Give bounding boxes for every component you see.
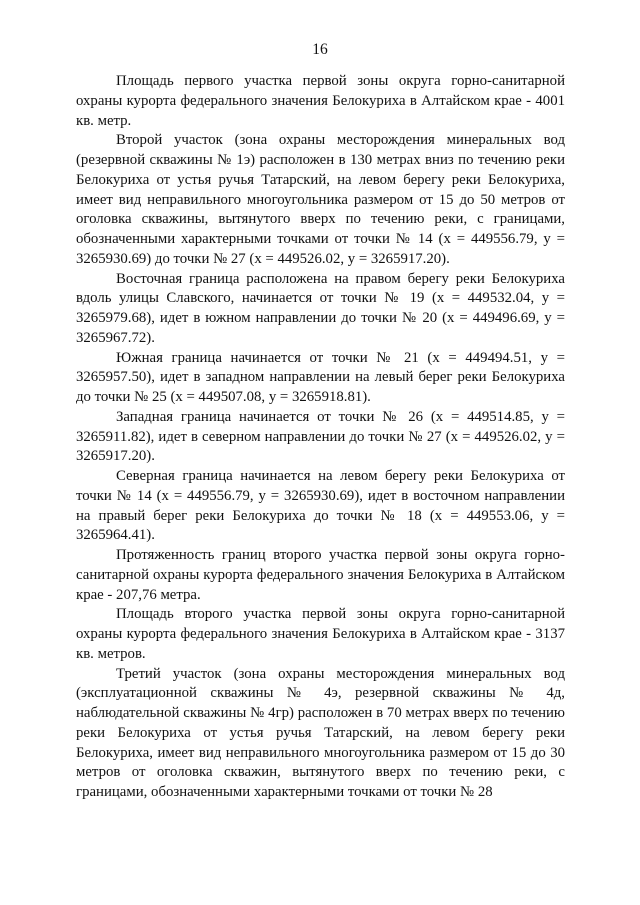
paragraph-north-boundary: Северная граница начинается на левом берегу реки Белокуриха от точки № 14 (x = 449556.79, y = 3265930.69), идет в восточном направлении на правый берег реки Белокуриха до точки № 18 (x = 449553.06, y = 3265964.41). bbox=[76, 468, 565, 544]
paragraph-second-plot-description: Второй участок (зона охраны месторождения минеральных вод (резервной скважины № 1э) расположен в 130 метрах вниз по течению реки Белокуриха от устья ручья Татарский, на левом берегу реки Белокуриха, имеет вид неправильного многоугольника размером от 15 до 50 метров от оголовка скважины, вытянутого вверх по течению реки, с границами, обозначенными характерными точками от точки № 14 (x = 449556.79, y = 3265930.69) до точки № 27 (x = 449526.02, y = 3265917.20). bbox=[76, 132, 565, 267]
paragraph-second-plot-length: Протяженность границ второго участка первой зоны округа горно-санитарной охраны курорта федерального значения Белокуриха в Алтайском крае - 207,76 метра. bbox=[76, 547, 565, 603]
paragraph-west-boundary: Западная граница начинается от точки № 26 (x = 449514.85, y = 3265911.82), идет в северном направлении до точки № 27 (x = 449526.02, y = 3265917.20). bbox=[76, 408, 565, 465]
document-body bbox=[76, 72, 565, 803]
paragraph-second-plot-area: Площадь второго участка первой зоны округа горно-санитарной охраны курорта федерального значения Белокуриха в Алтайском крае - 3137 кв. метров. bbox=[76, 606, 565, 662]
paragraph-third-plot-description: Третий участок (зона охраны месторождения минеральных вод (эксплуатационной скважины № 4э, резервной скважины № 4д, наблюдательной скважины № 4гр) расположен в 70 метрах вверх по течению реки Белокуриха от устья ручья Татарский, на левом берегу реки Белокуриха, имеет вид неправильного многоугольника размером от 15 до 30 метров от оголовка скважин, вытянутого вверх по течению реки, с границами, обозначенными характерными точками от точки № 28 bbox=[76, 665, 565, 800]
paragraph-area-first-plot: Площадь первого участка первой зоны округа горно-санитарной охраны курорта федерального значения Белокуриха в Алтайском крае - 4001 кв. метр. bbox=[76, 73, 565, 129]
page-number: 16 bbox=[312, 41, 328, 58]
paragraph-east-boundary: Восточная граница расположена на правом берегу реки Белокуриха вдоль улицы Славского, начинается от точки № 19 (x = 449532.04, y = 3265979.68), идет в южном направлении до точки № 20 (x = 449496.69, y = 3265967.72). bbox=[76, 270, 565, 346]
paragraph-south-boundary: Южная граница начинается от точки № 21 (x = 449494.51, y = 3265957.50), идет в западном направлении на левый берег реки Белокуриха до точки № 25 (x = 449507.08, y = 3265918.81). bbox=[76, 349, 565, 405]
